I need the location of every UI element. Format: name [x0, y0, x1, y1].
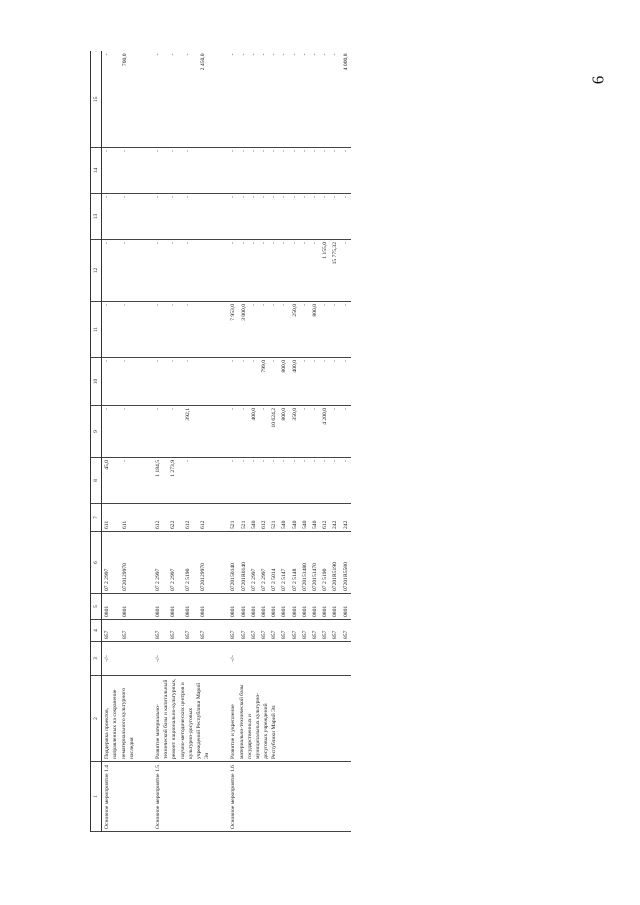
table-cell: 857: [259, 620, 269, 642]
table-cell: 0801: [153, 594, 168, 620]
spacer-cell: [212, 594, 228, 620]
spacer-cell: [137, 52, 153, 148]
table-cell: 4 000,8: [341, 52, 351, 148]
table-cell: [198, 358, 213, 406]
table-cell: 612: [259, 504, 269, 532]
table-cell: -: [102, 52, 120, 148]
table-cell: -: [183, 52, 198, 148]
table-cell: -: [341, 240, 351, 302]
table-cell: -: [310, 358, 320, 406]
table-row: [228, 52, 238, 832]
table-cell: -: [310, 406, 320, 458]
table-cell: -: [120, 302, 137, 358]
table-cell: -: [300, 302, 310, 358]
table-cell: -: [120, 148, 137, 194]
table-cell: -: [320, 148, 330, 194]
table-row: [102, 52, 120, 832]
spacer-cell: [137, 194, 153, 240]
table-cell: -: [259, 52, 269, 148]
table-cell: [198, 406, 213, 458]
table-cell: 392,1: [183, 406, 198, 458]
spacer-cell: [137, 406, 153, 458]
table-cell: 0720151470: [310, 532, 320, 594]
table-cell: 1 273,9: [168, 458, 183, 504]
spacer-cell: [137, 532, 153, 594]
table-cell: 857: [153, 620, 168, 642]
table-cell: -: [269, 302, 279, 358]
table-cell: 857: [330, 620, 340, 642]
table-cell: -: [228, 194, 238, 240]
table-cell: 857: [120, 620, 137, 642]
rotated-table-wrapper: [90, 52, 610, 832]
table-cell: -: [102, 148, 120, 194]
table-cell: 857: [310, 620, 320, 642]
group-spacer: [137, 52, 153, 832]
table-cell: -: [228, 458, 238, 504]
spacer-cell: [212, 302, 228, 358]
table-cell: 857: [183, 620, 198, 642]
table-cell: -: [330, 194, 340, 240]
table-cell: -: [330, 148, 340, 194]
table-cell: -: [279, 52, 289, 148]
table-cell: 800,0: [279, 406, 289, 458]
table-cell: -: [239, 240, 249, 302]
table-cell: -: [269, 52, 279, 148]
table-cell: -: [153, 148, 168, 194]
table-cell: 857: [249, 620, 259, 642]
spacer-cell: [137, 504, 153, 532]
table-cell: -: [153, 194, 168, 240]
table-cell: -: [153, 406, 168, 458]
table-cell: [198, 148, 213, 194]
table-cell: -: [153, 358, 168, 406]
table-cell: -: [249, 358, 259, 406]
table-cell: -: [249, 194, 259, 240]
table-cell: -: [168, 148, 183, 194]
table-cell: 0720150140: [228, 532, 238, 594]
table-cell: -: [153, 302, 168, 358]
table-cell: 0801: [259, 594, 269, 620]
table-cell: -: [269, 194, 279, 240]
table-cell: 800,0: [310, 302, 320, 358]
table-cell: 857: [269, 620, 279, 642]
table-row: [153, 52, 168, 832]
table-cell: -: [249, 240, 259, 302]
spacer-cell: [212, 532, 228, 594]
table-cell: 07 2 2997: [153, 532, 168, 594]
table-cell: 857: [168, 620, 183, 642]
table-cell: 0801: [239, 594, 249, 620]
header-cell: 12: [91, 240, 102, 302]
table-cell: -: [153, 52, 168, 148]
table-cell: -: [341, 458, 351, 504]
table-cell: -: [120, 194, 137, 240]
spacer-cell: [137, 148, 153, 194]
table-cell: -: [330, 358, 340, 406]
table-cell: 611: [120, 504, 137, 532]
table-cell: -: [249, 148, 259, 194]
table-cell: -: [341, 358, 351, 406]
table-cell: 612: [320, 504, 330, 532]
table-cell: 07201R0140: [239, 532, 249, 594]
budget-table: [90, 52, 351, 833]
table-cell: -: [310, 194, 320, 240]
table-cell: 700,0: [120, 52, 137, 148]
table-cell: -: [300, 52, 310, 148]
spacer-cell: [137, 302, 153, 358]
table-cell: -: [320, 194, 330, 240]
table-cell: 0801: [228, 594, 238, 620]
table-cell: -: [168, 358, 183, 406]
group-spacer: [212, 52, 228, 832]
table-cell: 857: [300, 620, 310, 642]
table-cell: -: [259, 148, 269, 194]
executor-cell: -//-: [102, 642, 137, 676]
table-cell: -: [279, 148, 289, 194]
table-cell: 10 624,2: [269, 406, 279, 458]
table-cell: -: [300, 458, 310, 504]
table-cell: -: [279, 240, 289, 302]
table-cell: 799,0: [259, 358, 269, 406]
table-cell: -: [102, 302, 120, 358]
table-cell: -: [300, 240, 310, 302]
table-cell: 521: [228, 504, 238, 532]
spacer-cell: [137, 762, 153, 832]
table-cell: [198, 458, 213, 504]
table-cell: -: [249, 458, 259, 504]
table-cell: 0801: [198, 594, 213, 620]
table-cell: 350,0: [290, 406, 300, 458]
table-cell: -: [102, 240, 120, 302]
table-cell: 540: [300, 504, 310, 532]
measure-title: Основное мероприятие 1.4: [102, 762, 137, 832]
table-cell: -: [310, 52, 320, 148]
table-cell: -: [228, 240, 238, 302]
table-cell: -: [300, 358, 310, 406]
table-cell: -: [249, 52, 259, 148]
header-cell: 1: [91, 762, 102, 832]
table-cell: 0720151480: [300, 532, 310, 594]
table-cell: -: [102, 406, 120, 458]
table-cell: 07 2 2997: [102, 532, 120, 594]
spacer-cell: [212, 406, 228, 458]
spacer-cell: [212, 358, 228, 406]
table-cell: 400,0: [290, 358, 300, 406]
table-cell: 0801: [168, 594, 183, 620]
table-cell: 250,0: [290, 302, 300, 358]
table-cell: 0801: [300, 594, 310, 620]
table-cell: -: [102, 358, 120, 406]
table-cell: -: [310, 458, 320, 504]
table-cell: -: [259, 240, 269, 302]
table-cell: 242: [330, 504, 340, 532]
table-cell: 3 000,0: [239, 302, 249, 358]
table-cell: -: [290, 458, 300, 504]
table-cell: -: [269, 148, 279, 194]
table-cell: -: [183, 194, 198, 240]
table-cell: 0801: [102, 594, 120, 620]
table-cell: -: [183, 148, 198, 194]
table-cell: 2 450,0: [198, 52, 213, 148]
table-cell: 0801: [269, 594, 279, 620]
header-row: [91, 52, 102, 832]
table-cell: -: [300, 148, 310, 194]
table-cell: -: [228, 148, 238, 194]
table-cell: 07 2 5147: [279, 532, 289, 594]
table-cell: 1 155,0: [320, 240, 330, 302]
table-cell: 857: [341, 620, 351, 642]
table-cell: -: [341, 194, 351, 240]
table-cell: -: [269, 458, 279, 504]
table-cell: 0801: [249, 594, 259, 620]
table-cell: 540: [279, 504, 289, 532]
table-cell: 612: [153, 504, 168, 532]
spacer-cell: [212, 52, 228, 148]
measure-description: Развитие и укрепление материально-технической базы государственных и муниципальных культурно-досуговых учреждений Республики Марий Эл: [228, 676, 350, 762]
table-cell: 521: [239, 504, 249, 532]
header-cell: 8: [91, 458, 102, 504]
table-cell: 0720129970: [120, 532, 137, 594]
table-cell: 857: [102, 620, 120, 642]
table-cell: -: [168, 240, 183, 302]
executor-cell: -//-: [153, 642, 212, 676]
table-cell: 07 2 2997: [168, 532, 183, 594]
spacer-cell: [212, 458, 228, 504]
table-cell: [198, 302, 213, 358]
table-cell: 521: [269, 504, 279, 532]
table-cell: 0720129970: [198, 532, 213, 594]
table-cell: 400,0: [249, 406, 259, 458]
spacer-cell: [212, 676, 228, 762]
table-cell: 612: [183, 504, 198, 532]
table-cell: -: [239, 52, 249, 148]
table-cell: -: [341, 148, 351, 194]
table-cell: 15 775,32: [330, 240, 340, 302]
table-cell: 07201R5580: [341, 532, 351, 594]
spacer-cell: [212, 194, 228, 240]
header-cell: 15: [91, 52, 102, 148]
table-cell: -: [239, 358, 249, 406]
table-cell: -: [102, 194, 120, 240]
table-cell: -: [183, 358, 198, 406]
table-cell: -: [330, 406, 340, 458]
table-cell: 857: [290, 620, 300, 642]
page-number: 6: [588, 75, 608, 85]
header-cell: 2: [91, 676, 102, 762]
table-cell: -: [168, 302, 183, 358]
table-cell: 242: [341, 504, 351, 532]
table-cell: -: [290, 52, 300, 148]
table-cell: 857: [239, 620, 249, 642]
spacer-cell: [137, 620, 153, 642]
table-cell: -: [183, 240, 198, 302]
table-cell: 07 2 5190: [320, 532, 330, 594]
executor-cell: -//-: [228, 642, 350, 676]
header-cell: 6: [91, 532, 102, 594]
table-cell: -: [300, 194, 310, 240]
measure-title: Основное мероприятие 1.5: [153, 762, 212, 832]
spacer-cell: [137, 594, 153, 620]
spacer-cell: [137, 642, 153, 676]
table-cell: -: [120, 240, 137, 302]
table-cell: 0801: [310, 594, 320, 620]
table-cell: -: [259, 406, 269, 458]
table-cell: -: [239, 406, 249, 458]
table-cell: 612: [198, 504, 213, 532]
table-cell: 0801: [330, 594, 340, 620]
spacer-cell: [212, 148, 228, 194]
table-cell: 0801: [183, 594, 198, 620]
table-cell: -: [341, 406, 351, 458]
table-cell: -: [259, 302, 269, 358]
table-cell: 857: [279, 620, 289, 642]
spacer-cell: [137, 676, 153, 762]
table-cell: -: [120, 358, 137, 406]
measure-title: Основное мероприятие 1.6: [228, 762, 350, 832]
table-cell: -: [239, 148, 249, 194]
table-cell: 07 2 5014: [269, 532, 279, 594]
header-cell: 13: [91, 194, 102, 240]
spacer-cell: [212, 240, 228, 302]
table-cell: -: [290, 240, 300, 302]
table-cell: 45,0: [102, 458, 120, 504]
table-cell: 07 2 2997: [249, 532, 259, 594]
table-cell: 0801: [320, 594, 330, 620]
table-cell: 540: [249, 504, 259, 532]
header-cell: 7: [91, 504, 102, 532]
table-cell: -: [249, 302, 259, 358]
table-cell: -: [120, 458, 137, 504]
table-cell: -: [310, 148, 320, 194]
table-cell: 0801: [341, 594, 351, 620]
spacer-cell: [212, 620, 228, 642]
table-cell: 0801: [290, 594, 300, 620]
table-cell: 1 184,5: [153, 458, 168, 504]
table-cell: -: [320, 358, 330, 406]
table-cell: -: [290, 148, 300, 194]
spacer-cell: [212, 504, 228, 532]
table-cell: 0801: [120, 594, 137, 620]
header-cell: 10: [91, 358, 102, 406]
table-cell: -: [120, 406, 137, 458]
table-cell: -: [279, 458, 289, 504]
spacer-cell: [212, 642, 228, 676]
table-cell: -: [259, 458, 269, 504]
table-cell: [198, 194, 213, 240]
table-cell: -: [239, 194, 249, 240]
table-cell: 540: [310, 504, 320, 532]
table-cell: -: [330, 52, 340, 148]
table-cell: 540: [290, 504, 300, 532]
table-cell: 857: [198, 620, 213, 642]
table-cell: 857: [228, 620, 238, 642]
table-cell: -: [259, 194, 269, 240]
spacer-cell: [212, 762, 228, 832]
table-cell: 0801: [279, 594, 289, 620]
table-cell: -: [320, 302, 330, 358]
table-cell: -: [168, 52, 183, 148]
spacer-cell: [137, 358, 153, 406]
table-cell: -: [269, 240, 279, 302]
table-cell: -: [168, 194, 183, 240]
table-cell: 622: [168, 504, 183, 532]
table-cell: -: [228, 406, 238, 458]
table-cell: 611: [102, 504, 120, 532]
table-cell: 07201R5190: [330, 532, 340, 594]
table-cell: -: [239, 458, 249, 504]
table-cell: 4 200,0: [320, 406, 330, 458]
header-cell: 11: [91, 302, 102, 358]
measure-description: Развитие материально-технической базы и капитальный ремонт национально-культурных, научно-методических центров и культурно-досуговых учреждений Республики Марий Эл: [153, 676, 212, 762]
spacer-cell: [137, 458, 153, 504]
table-cell: 7 953,0: [228, 302, 238, 358]
header-cell: 4: [91, 620, 102, 642]
table-cell: -: [320, 52, 330, 148]
table-cell: -: [341, 302, 351, 358]
table-cell: -: [183, 458, 198, 504]
table-cell: -: [300, 406, 310, 458]
table-cell: -: [330, 458, 340, 504]
header-cell: 3: [91, 642, 102, 676]
table-cell: 07 2 5190: [183, 532, 198, 594]
table-cell: -: [320, 458, 330, 504]
table-cell: -: [279, 194, 289, 240]
header-cell: 14: [91, 148, 102, 194]
table-cell: -: [228, 358, 238, 406]
table-cell: 07 2 5148: [290, 532, 300, 594]
table-cell: -: [279, 302, 289, 358]
table-cell: 800,0: [279, 358, 289, 406]
table-cell: -: [330, 302, 340, 358]
table-cell: -: [153, 240, 168, 302]
table-cell: -: [310, 240, 320, 302]
header-cell: 9: [91, 406, 102, 458]
table-cell: -: [290, 194, 300, 240]
table-cell: [198, 240, 213, 302]
table-cell: 857: [320, 620, 330, 642]
table-cell: 07 2 2997: [259, 532, 269, 594]
header-cell: 5: [91, 594, 102, 620]
table-cell: -: [269, 358, 279, 406]
spacer-cell: [137, 240, 153, 302]
measure-description: Поддержка проектов, направленных на сохранение нематериального культурного наследия: [102, 676, 137, 762]
table-cell: -: [228, 52, 238, 148]
table-cell: -: [168, 406, 183, 458]
table-cell: -: [183, 302, 198, 358]
